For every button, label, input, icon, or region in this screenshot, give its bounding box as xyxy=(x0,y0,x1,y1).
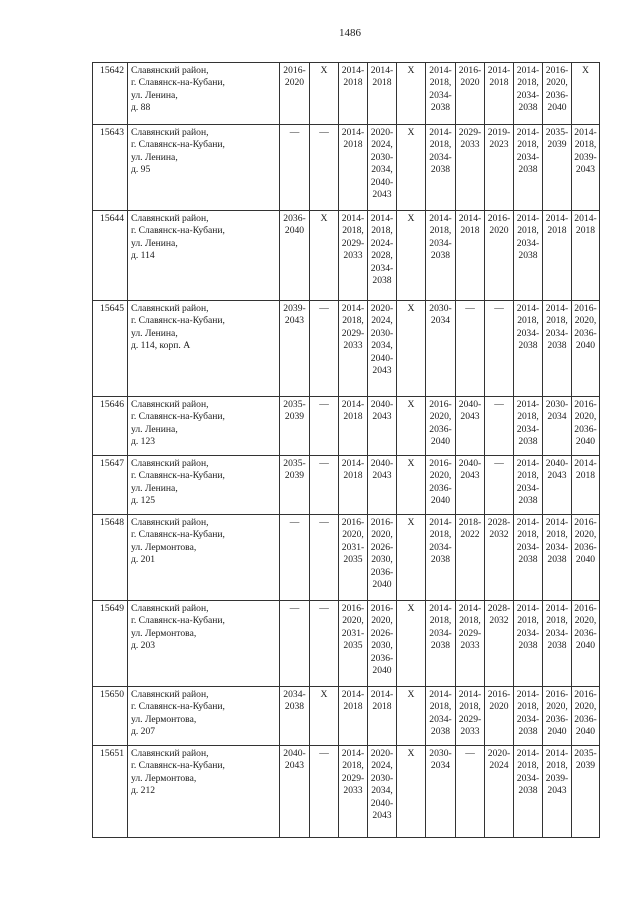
table-row xyxy=(93,63,600,125)
period-cell: X xyxy=(397,687,426,746)
period-cell: 2035- 2039 xyxy=(280,456,310,515)
period-cell: 2014- 2018, 2034- 2038 xyxy=(514,456,543,515)
period-cell: — xyxy=(310,397,339,456)
period-cell: 2020- 2024, 2030- 2034, 2040- 2043 xyxy=(368,125,397,211)
period-cell: 2014- 2018 xyxy=(572,211,600,301)
row-id: 15648 xyxy=(93,515,128,601)
period-cell: 2020- 2024 xyxy=(485,746,514,838)
period-cell: X xyxy=(397,301,426,397)
period-cell: — xyxy=(310,746,339,838)
period-cell: 2040- 2043 xyxy=(456,456,485,515)
period-cell: 2019- 2023 xyxy=(485,125,514,211)
row-address: Славянский район, г. Славянск-на-Кубани, ул. Лермонтова, д. 207 xyxy=(128,687,280,746)
period-cell: X xyxy=(397,397,426,456)
period-cell: 2016- 2020, 2026- 2030, 2036- 2040 xyxy=(368,515,397,601)
period-cell: 2029- 2033 xyxy=(456,125,485,211)
period-cell: 2040- 2043 xyxy=(368,456,397,515)
period-cell: — xyxy=(485,456,514,515)
table-row xyxy=(93,125,600,211)
period-cell: 2014- 2018, 2034- 2038 xyxy=(514,397,543,456)
period-cell: 2014- 2018, 2039- 2043 xyxy=(572,125,600,211)
period-cell: — xyxy=(280,125,310,211)
period-cell: X xyxy=(310,63,339,125)
period-cell: 2014- 2018, 2029- 2033 xyxy=(339,301,368,397)
period-cell: 2014- 2018 xyxy=(543,211,572,301)
period-cell: 2016- 2020 xyxy=(485,211,514,301)
table-row xyxy=(93,746,600,838)
row-address: Славянский район, г. Славянск-на-Кубани, ул. Лермонтова, д. 201 xyxy=(128,515,280,601)
page-number: 1486 xyxy=(339,27,361,39)
period-cell: 2014- 2018, 2034- 2038 xyxy=(514,301,543,397)
period-cell: 2014- 2018 xyxy=(339,687,368,746)
period-cell: 2030- 2034 xyxy=(543,397,572,456)
period-cell: 2014- 2018, 2034- 2038 xyxy=(514,687,543,746)
table-row xyxy=(93,601,600,687)
period-cell: 2014- 2018, 2024- 2028, 2034- 2038 xyxy=(368,211,397,301)
period-cell: X xyxy=(397,515,426,601)
period-cell: 2020- 2024, 2030- 2034, 2040- 2043 xyxy=(368,746,397,838)
period-cell: 2014- 2018 xyxy=(339,397,368,456)
period-cell: — xyxy=(310,456,339,515)
period-cell: 2014- 2018, 2034- 2038 xyxy=(543,301,572,397)
period-cell: 2014- 2018, 2029- 2033 xyxy=(456,601,485,687)
period-cell: 2016- 2020 xyxy=(485,687,514,746)
period-cell: 2030- 2034 xyxy=(426,301,456,397)
period-cell: X xyxy=(397,746,426,838)
period-cell: 2016- 2020, 2036- 2040 xyxy=(426,397,456,456)
period-cell: X xyxy=(397,601,426,687)
period-cell: 2016- 2020, 2036- 2040 xyxy=(572,515,600,601)
period-cell: 2014- 2018, 2034- 2038 xyxy=(514,211,543,301)
period-cell: X xyxy=(397,63,426,125)
period-cell: 2040- 2043 xyxy=(543,456,572,515)
period-cell: 2014- 2018, 2034- 2038 xyxy=(426,687,456,746)
period-cell: 2014- 2018, 2034- 2038 xyxy=(514,746,543,838)
period-cell: 2016- 2020, 2031- 2035 xyxy=(339,515,368,601)
period-cell: 2014- 2018 xyxy=(339,125,368,211)
period-cell: 2014- 2018 xyxy=(368,687,397,746)
period-cell: X xyxy=(397,456,426,515)
period-cell: — xyxy=(310,125,339,211)
row-id: 15647 xyxy=(93,456,128,515)
row-address: Славянский район, г. Славянск-на-Кубани, ул. Лермонтова, д. 212 xyxy=(128,746,280,838)
period-cell: — xyxy=(310,515,339,601)
row-address: Славянский район, г. Славянск-на-Кубани, ул. Ленина, д. 114 xyxy=(128,211,280,301)
period-cell: 2014- 2018, 2039- 2043 xyxy=(543,746,572,838)
period-cell: 2030- 2034 xyxy=(426,746,456,838)
period-cell: 2016- 2020, 2036- 2040 xyxy=(543,687,572,746)
period-cell: X xyxy=(310,211,339,301)
row-id: 15642 xyxy=(93,63,128,125)
period-cell: — xyxy=(456,301,485,397)
row-address: Славянский район, г. Славянск-на-Кубани, ул. Ленина, д. 123 xyxy=(128,397,280,456)
row-address: Славянский район, г. Славянск-на-Кубани, ул. Лермонтова, д. 203 xyxy=(128,601,280,687)
period-cell: 2035- 2039 xyxy=(280,397,310,456)
period-cell: 2014- 2018 xyxy=(456,211,485,301)
period-cell: 2014- 2018, 2034- 2038 xyxy=(514,601,543,687)
period-cell: 2016- 2020, 2036- 2040 xyxy=(543,63,572,125)
period-cell: 2014- 2018, 2034- 2038 xyxy=(426,63,456,125)
period-cell: X xyxy=(397,125,426,211)
table-body xyxy=(93,63,600,838)
period-cell: 2016- 2020 xyxy=(456,63,485,125)
period-cell: 2014- 2018, 2034- 2038 xyxy=(514,125,543,211)
period-cell: 2016- 2020 xyxy=(280,63,310,125)
period-cell: — xyxy=(310,601,339,687)
period-cell: 2035- 2039 xyxy=(572,746,600,838)
period-cell: X xyxy=(310,687,339,746)
table-row xyxy=(93,687,600,746)
period-cell: 2018- 2022 xyxy=(456,515,485,601)
period-cell: 2040- 2043 xyxy=(280,746,310,838)
row-id: 15649 xyxy=(93,601,128,687)
period-cell: 2014- 2018 xyxy=(485,63,514,125)
period-cell: — xyxy=(280,601,310,687)
period-cell: 2014- 2018, 2034- 2038 xyxy=(426,515,456,601)
period-cell: 2014- 2018, 2034- 2038 xyxy=(514,515,543,601)
period-cell: — xyxy=(485,301,514,397)
table-row xyxy=(93,515,600,601)
period-cell: 2028- 2032 xyxy=(485,515,514,601)
row-address: Славянский район, г. Славянск-на-Кубани, ул. Ленина, д. 95 xyxy=(128,125,280,211)
row-address: Славянский район, г. Славянск-на-Кубани, ул. Ленина, д. 125 xyxy=(128,456,280,515)
period-cell: 2035- 2039 xyxy=(543,125,572,211)
schedule-table xyxy=(92,62,600,838)
period-cell: 2028- 2032 xyxy=(485,601,514,687)
period-cell: 2036- 2040 xyxy=(280,211,310,301)
period-cell: — xyxy=(456,746,485,838)
period-cell: 2016- 2020, 2026- 2030, 2036- 2040 xyxy=(368,601,397,687)
period-cell: 2014- 2018, 2029- 2033 xyxy=(339,211,368,301)
period-cell: 2014- 2018 xyxy=(368,63,397,125)
period-cell: X xyxy=(397,211,426,301)
row-id: 15651 xyxy=(93,746,128,838)
row-address: Славянский район, г. Славянск-на-Кубани, ул. Ленина, д. 114, корп. А xyxy=(128,301,280,397)
period-cell: 2040- 2043 xyxy=(368,397,397,456)
period-cell: 2016- 2020, 2036- 2040 xyxy=(572,301,600,397)
row-id: 15650 xyxy=(93,687,128,746)
period-cell: 2039- 2043 xyxy=(280,301,310,397)
period-cell: 2014- 2018, 2029- 2033 xyxy=(339,746,368,838)
row-id: 15646 xyxy=(93,397,128,456)
row-address: Славянский район, г. Славянск-на-Кубани, ул. Ленина, д. 88 xyxy=(128,63,280,125)
period-cell: 2040- 2043 xyxy=(456,397,485,456)
period-cell: 2014- 2018, 2034- 2038 xyxy=(426,601,456,687)
period-cell: 2016- 2020, 2031- 2035 xyxy=(339,601,368,687)
period-cell: 2014- 2018 xyxy=(339,456,368,515)
row-id: 15643 xyxy=(93,125,128,211)
period-cell: 2014- 2018, 2034- 2038 xyxy=(543,601,572,687)
period-cell: 2014- 2018, 2029- 2033 xyxy=(456,687,485,746)
period-cell: 2016- 2020, 2036- 2040 xyxy=(572,687,600,746)
period-cell: 2014- 2018 xyxy=(339,63,368,125)
table-row xyxy=(93,456,600,515)
period-cell: 2014- 2018, 2034- 2038 xyxy=(514,63,543,125)
period-cell: — xyxy=(280,515,310,601)
period-cell: — xyxy=(310,301,339,397)
period-cell: 2014- 2018, 2034- 2038 xyxy=(426,125,456,211)
period-cell: X xyxy=(572,63,600,125)
table-row xyxy=(93,211,600,301)
table-row xyxy=(93,301,600,397)
period-cell: — xyxy=(485,397,514,456)
period-cell: 2020- 2024, 2030- 2034, 2040- 2043 xyxy=(368,301,397,397)
period-cell: 2014- 2018, 2034- 2038 xyxy=(543,515,572,601)
period-cell: 2016- 2020, 2036- 2040 xyxy=(572,601,600,687)
period-cell: 2014- 2018, 2034- 2038 xyxy=(426,211,456,301)
table-row xyxy=(93,397,600,456)
period-cell: 2014- 2018 xyxy=(572,456,600,515)
period-cell: 2034- 2038 xyxy=(280,687,310,746)
period-cell: 2016- 2020, 2036- 2040 xyxy=(426,456,456,515)
row-id: 15644 xyxy=(93,211,128,301)
period-cell: 2016- 2020, 2036- 2040 xyxy=(572,397,600,456)
row-id: 15645 xyxy=(93,301,128,397)
